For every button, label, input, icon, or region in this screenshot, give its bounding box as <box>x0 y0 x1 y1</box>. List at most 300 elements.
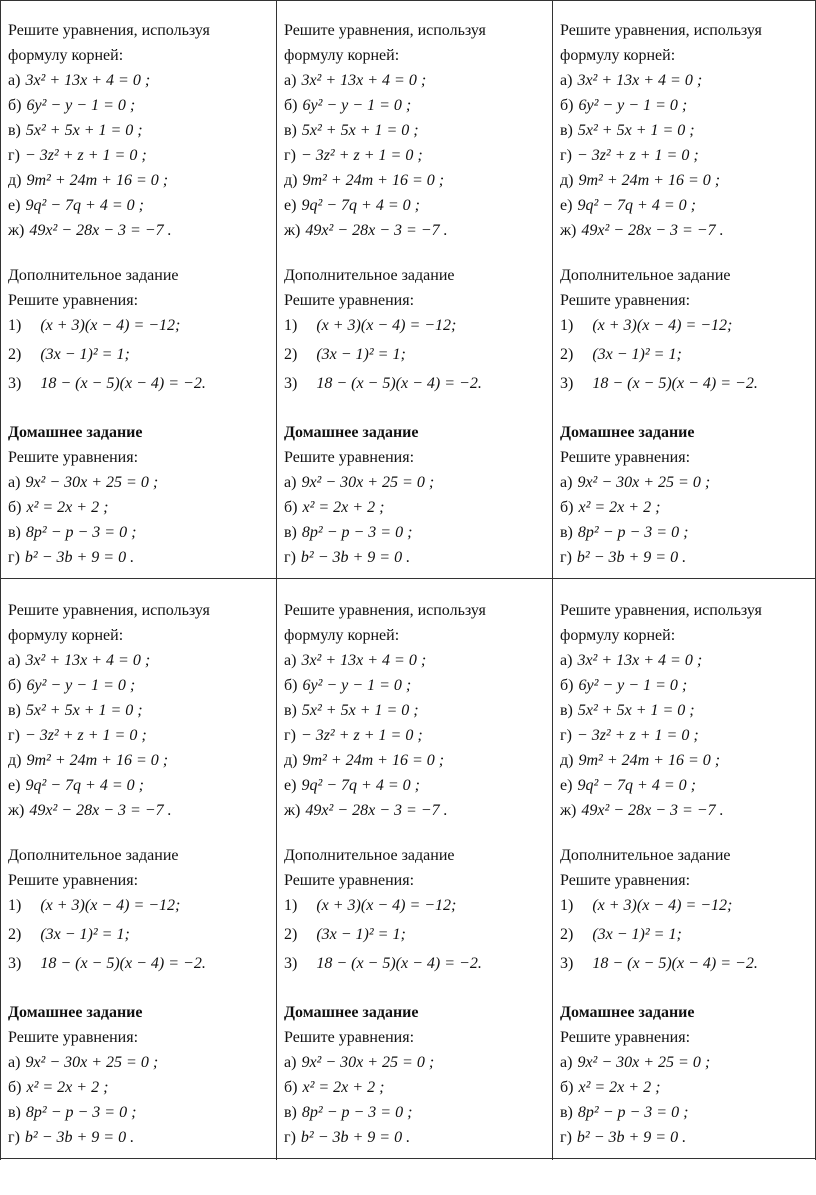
equation-text: 9x² − 30x + 25 = 0 ; <box>577 1054 711 1071</box>
equation-item <box>8 193 278 218</box>
equation-text: b² − 3b + 9 = 0 . <box>576 549 687 566</box>
homework-equation-item <box>284 1050 554 1075</box>
homework-equation-item <box>284 545 554 570</box>
extra-title: Дополнительное задание <box>8 847 179 864</box>
equation-label: 2) <box>560 926 574 943</box>
intro-text: формулу корней: <box>560 47 676 64</box>
intro-text: формулу корней: <box>8 47 124 64</box>
equation-label: в) <box>560 122 573 139</box>
extra-equation-item <box>284 893 554 922</box>
homework-equation-item <box>560 495 816 520</box>
grid-line-top <box>0 0 816 1</box>
equation-text: 49x² − 28x − 3 = −7 . <box>581 222 724 239</box>
spacer <box>8 823 278 843</box>
homework-subtitle: Решите уравнения: <box>8 1029 139 1046</box>
equation-text: (3x − 1)² = 1; <box>40 926 130 943</box>
equation-label: г) <box>8 147 20 164</box>
equation-text: b² − 3b + 9 = 0 . <box>300 549 411 566</box>
equation-label: а) <box>560 652 573 669</box>
equation-text: − 3z² + z + 1 = 0 ; <box>24 727 147 744</box>
homework-equation-item <box>8 545 278 570</box>
equation-text: 9x² − 30x + 25 = 0 ; <box>577 474 711 491</box>
equation-text: 3x² + 13x + 4 = 0 ; <box>25 652 151 669</box>
equation-text: 18 − (x − 5)(x − 4) = −2. <box>316 955 482 972</box>
equation-item <box>560 68 816 93</box>
equation-item <box>560 218 816 243</box>
homework-equation-item <box>560 545 816 570</box>
equation-text: 18 − (x − 5)(x − 4) = −2. <box>592 955 758 972</box>
equation-label: г) <box>284 147 296 164</box>
equation-text: 9q² − 7q + 4 = 0 ; <box>25 197 144 214</box>
spacer <box>560 980 816 1000</box>
equation-text: (3x − 1)² = 1; <box>592 926 682 943</box>
equation-text: 18 − (x − 5)(x − 4) = −2. <box>592 375 758 392</box>
homework-equation-item <box>560 1050 816 1075</box>
equation-item <box>8 773 278 798</box>
equation-label: е) <box>560 197 573 214</box>
equation-label: б) <box>560 97 574 114</box>
equation-label: б) <box>284 499 298 516</box>
equation-text: (x + 3)(x − 4) = −12; <box>592 897 733 914</box>
equation-item <box>560 773 816 798</box>
extra-equation-item <box>560 342 816 371</box>
equation-label: б) <box>8 499 22 516</box>
extra-equation-item <box>8 313 278 342</box>
equation-label: б) <box>8 677 22 694</box>
equation-label: в) <box>8 702 21 719</box>
equation-item <box>560 168 816 193</box>
equation-label: в) <box>560 524 573 541</box>
homework-equation-item <box>560 1075 816 1100</box>
equation-text: 8p² − p − 3 = 0 ; <box>301 524 413 541</box>
equation-label: 2) <box>560 346 574 363</box>
equation-text: b² − 3b + 9 = 0 . <box>576 1129 687 1146</box>
extra-equation-item <box>284 313 554 342</box>
equation-item <box>284 698 554 723</box>
intro-text: формулу корней: <box>284 47 400 64</box>
homework-equation-item <box>284 1125 554 1150</box>
extra-title: Дополнительное задание <box>8 267 179 284</box>
equation-label: г) <box>560 147 572 164</box>
equation-text: 49x² − 28x − 3 = −7 . <box>29 802 172 819</box>
equation-item <box>560 648 816 673</box>
equation-text: 6y² − y − 1 = 0 ; <box>578 677 688 694</box>
equation-label: г) <box>284 1129 296 1146</box>
equation-text: (x + 3)(x − 4) = −12; <box>40 317 181 334</box>
equation-label: а) <box>284 652 297 669</box>
equation-label: а) <box>560 474 573 491</box>
equation-label: 1) <box>8 317 22 334</box>
homework-subtitle: Решите уравнения: <box>8 449 139 466</box>
equation-text: 9x² − 30x + 25 = 0 ; <box>25 474 159 491</box>
equation-label: ж) <box>284 802 301 819</box>
equation-item <box>284 168 554 193</box>
equation-text: 5x² + 5x + 1 = 0 ; <box>577 702 695 719</box>
equation-label: б) <box>560 1079 574 1096</box>
equation-text: 9m² + 24m + 16 = 0 ; <box>578 172 721 189</box>
equation-label: 2) <box>284 926 298 943</box>
homework-title: Домашнее задание <box>8 1004 143 1021</box>
extra-equation-item <box>560 313 816 342</box>
equation-text: (3x − 1)² = 1; <box>592 346 682 363</box>
equation-text: (3x − 1)² = 1; <box>316 926 406 943</box>
equation-text: 6y² − y − 1 = 0 ; <box>302 677 412 694</box>
equation-text: 5x² + 5x + 1 = 0 ; <box>577 122 695 139</box>
extra-subtitle: Решите уравнения: <box>560 292 691 309</box>
equation-label: а) <box>8 1054 21 1071</box>
intro-text: формулу корней: <box>560 627 676 644</box>
equation-label: в) <box>560 702 573 719</box>
equation-item <box>8 648 278 673</box>
equation-label: 3) <box>8 375 22 392</box>
equation-text: 8p² − p − 3 = 0 ; <box>577 524 689 541</box>
equation-item <box>284 143 554 168</box>
equation-text: 3x² + 13x + 4 = 0 ; <box>577 72 703 89</box>
homework-subtitle: Решите уравнения: <box>284 1029 415 1046</box>
equation-item <box>284 648 554 673</box>
equation-text: 9q² − 7q + 4 = 0 ; <box>577 777 696 794</box>
equation-label: д) <box>560 172 574 189</box>
homework-equation-item <box>8 1075 278 1100</box>
equation-text: 9x² − 30x + 25 = 0 ; <box>25 1054 159 1071</box>
equation-label: в) <box>560 1104 573 1121</box>
equation-text: 6y² − y − 1 = 0 ; <box>26 97 136 114</box>
equation-text: 3x² + 13x + 4 = 0 ; <box>577 652 703 669</box>
homework-equation-item <box>284 1100 554 1125</box>
equation-text: 5x² + 5x + 1 = 0 ; <box>25 702 143 719</box>
spacer <box>8 980 278 1000</box>
homework-equation-item <box>8 520 278 545</box>
equation-label: ж) <box>560 222 577 239</box>
equation-text: 5x² + 5x + 1 = 0 ; <box>301 122 419 139</box>
equation-label: ж) <box>8 802 25 819</box>
homework-subtitle: Решите уравнения: <box>560 449 691 466</box>
extra-subtitle: Решите уравнения: <box>8 872 139 889</box>
equation-text: 9q² − 7q + 4 = 0 ; <box>577 197 696 214</box>
equation-text: 9m² + 24m + 16 = 0 ; <box>26 172 169 189</box>
grid-line-left <box>0 0 1 1160</box>
homework-equation-item <box>560 1100 816 1125</box>
homework-subtitle: Решите уравнения: <box>560 1029 691 1046</box>
extra-equation-item <box>284 922 554 951</box>
equation-text: 9x² − 30x + 25 = 0 ; <box>301 474 435 491</box>
equation-label: а) <box>284 72 297 89</box>
equation-item <box>284 93 554 118</box>
homework-equation-item <box>8 470 278 495</box>
equation-label: 1) <box>560 897 574 914</box>
equation-text: x² = 2x + 2 ; <box>578 499 661 516</box>
equation-text: x² = 2x + 2 ; <box>302 1079 385 1096</box>
homework-title: Домашнее задание <box>284 1004 419 1021</box>
extra-subtitle: Решите уравнения: <box>8 292 139 309</box>
extra-equation-item <box>560 922 816 951</box>
task-card <box>560 18 816 570</box>
equation-item <box>284 798 554 823</box>
equation-item <box>560 798 816 823</box>
equation-item <box>560 93 816 118</box>
equation-item <box>560 723 816 748</box>
homework-equation-item <box>560 1125 816 1150</box>
extra-equation-item <box>8 922 278 951</box>
spacer <box>8 400 278 420</box>
equation-label: а) <box>284 474 297 491</box>
equation-label: а) <box>284 1054 297 1071</box>
equation-label: 1) <box>284 897 298 914</box>
spacer <box>284 243 554 263</box>
equation-item <box>8 723 278 748</box>
equation-label: е) <box>284 777 297 794</box>
equation-item <box>8 748 278 773</box>
equation-item <box>284 773 554 798</box>
equation-label: д) <box>284 752 298 769</box>
equation-label: 3) <box>560 955 574 972</box>
extra-equation-item <box>560 371 816 400</box>
equation-text: 9m² + 24m + 16 = 0 ; <box>26 752 169 769</box>
equation-label: е) <box>560 777 573 794</box>
equation-text: 3x² + 13x + 4 = 0 ; <box>301 72 427 89</box>
equation-text: 3x² + 13x + 4 = 0 ; <box>25 72 151 89</box>
equation-text: 9q² − 7q + 4 = 0 ; <box>301 777 420 794</box>
equation-text: 49x² − 28x − 3 = −7 . <box>29 222 172 239</box>
equation-label: ж) <box>284 222 301 239</box>
equation-label: г) <box>284 549 296 566</box>
equation-label: а) <box>8 652 21 669</box>
intro-text: Решите уравнения, используя <box>560 22 762 39</box>
equation-label: 3) <box>284 375 298 392</box>
equation-text: (x + 3)(x − 4) = −12; <box>316 317 457 334</box>
equation-text: 9m² + 24m + 16 = 0 ; <box>302 172 445 189</box>
equation-item <box>284 723 554 748</box>
extra-equation-item <box>284 371 554 400</box>
equation-label: 1) <box>560 317 574 334</box>
equation-text: 8p² − p − 3 = 0 ; <box>25 524 137 541</box>
equation-item <box>8 798 278 823</box>
equation-text: 18 − (x − 5)(x − 4) = −2. <box>40 375 206 392</box>
equation-label: б) <box>8 1079 22 1096</box>
equation-item <box>8 218 278 243</box>
spacer <box>560 823 816 843</box>
intro-text: Решите уравнения, используя <box>8 22 210 39</box>
grid-line-bottom <box>0 1158 816 1159</box>
extra-equation-item <box>560 951 816 980</box>
extra-equation-item <box>284 951 554 980</box>
equation-label: а) <box>560 1054 573 1071</box>
equation-label: е) <box>8 197 21 214</box>
equation-text: 49x² − 28x − 3 = −7 . <box>305 222 448 239</box>
equation-label: 2) <box>284 346 298 363</box>
extra-equation-item <box>560 893 816 922</box>
equation-text: − 3z² + z + 1 = 0 ; <box>576 727 699 744</box>
homework-title: Домашнее задание <box>560 424 695 441</box>
spacer <box>560 243 816 263</box>
equation-item <box>8 698 278 723</box>
equation-label: 3) <box>284 955 298 972</box>
equation-label: б) <box>284 677 298 694</box>
extra-title: Дополнительное задание <box>284 847 455 864</box>
equation-label: в) <box>284 122 297 139</box>
homework-equation-item <box>8 1050 278 1075</box>
equation-label: е) <box>8 777 21 794</box>
equation-label: г) <box>8 727 20 744</box>
homework-equation-item <box>284 495 554 520</box>
extra-title: Дополнительное задание <box>560 847 731 864</box>
extra-title: Дополнительное задание <box>284 267 455 284</box>
equation-text: x² = 2x + 2 ; <box>26 1079 109 1096</box>
equation-text: 49x² − 28x − 3 = −7 . <box>581 802 724 819</box>
equation-text: 8p² − p − 3 = 0 ; <box>577 1104 689 1121</box>
equation-text: (3x − 1)² = 1; <box>40 346 130 363</box>
extra-equation-item <box>8 893 278 922</box>
task-card <box>284 18 554 570</box>
equation-item <box>8 118 278 143</box>
equation-text: − 3z² + z + 1 = 0 ; <box>300 727 423 744</box>
equation-item <box>560 748 816 773</box>
extra-equation-item <box>8 342 278 371</box>
equation-item <box>560 673 816 698</box>
task-card <box>8 598 278 1150</box>
task-card <box>284 598 554 1150</box>
equation-label: в) <box>284 524 297 541</box>
equation-text: 49x² − 28x − 3 = −7 . <box>305 802 448 819</box>
equation-item <box>284 673 554 698</box>
equation-text: − 3z² + z + 1 = 0 ; <box>576 147 699 164</box>
intro-text: Решите уравнения, используя <box>8 602 210 619</box>
extra-title: Дополнительное задание <box>560 267 731 284</box>
equation-label: г) <box>8 549 20 566</box>
intro-text: Решите уравнения, используя <box>560 602 762 619</box>
equation-text: 9q² − 7q + 4 = 0 ; <box>25 777 144 794</box>
equation-text: 9q² − 7q + 4 = 0 ; <box>301 197 420 214</box>
spacer <box>560 400 816 420</box>
homework-equation-item <box>8 495 278 520</box>
equation-text: − 3z² + z + 1 = 0 ; <box>300 147 423 164</box>
equation-text: 6y² − y − 1 = 0 ; <box>26 677 136 694</box>
equation-label: а) <box>560 72 573 89</box>
equation-text: 8p² − p − 3 = 0 ; <box>301 1104 413 1121</box>
spacer <box>8 243 278 263</box>
equation-text: b² − 3b + 9 = 0 . <box>300 1129 411 1146</box>
equation-text: (x + 3)(x − 4) = −12; <box>40 897 181 914</box>
homework-title: Домашнее задание <box>560 1004 695 1021</box>
equation-label: б) <box>284 97 298 114</box>
homework-equation-item <box>560 520 816 545</box>
equation-label: д) <box>284 172 298 189</box>
extra-subtitle: Решите уравнения: <box>284 292 415 309</box>
equation-text: 18 − (x − 5)(x − 4) = −2. <box>40 955 206 972</box>
equation-item <box>560 143 816 168</box>
equation-label: 2) <box>8 346 22 363</box>
equation-label: д) <box>8 172 22 189</box>
equation-text: 9m² + 24m + 16 = 0 ; <box>302 752 445 769</box>
equation-label: ж) <box>8 222 25 239</box>
equation-item <box>284 68 554 93</box>
equation-label: г) <box>8 1129 20 1146</box>
intro-text: формулу корней: <box>284 627 400 644</box>
equation-label: д) <box>560 752 574 769</box>
equation-item <box>284 748 554 773</box>
equation-text: 8p² − p − 3 = 0 ; <box>25 1104 137 1121</box>
task-card <box>8 18 278 570</box>
equation-label: б) <box>8 97 22 114</box>
equation-text: − 3z² + z + 1 = 0 ; <box>24 147 147 164</box>
equation-label: 2) <box>8 926 22 943</box>
equation-item <box>560 118 816 143</box>
equation-text: b² − 3b + 9 = 0 . <box>24 1129 135 1146</box>
equation-item <box>8 93 278 118</box>
equation-item <box>560 193 816 218</box>
equation-label: г) <box>560 727 572 744</box>
equation-item <box>8 143 278 168</box>
equation-item <box>560 698 816 723</box>
equation-label: б) <box>560 499 574 516</box>
equation-label: г) <box>284 727 296 744</box>
equation-item <box>8 68 278 93</box>
equation-label: д) <box>8 752 22 769</box>
spacer <box>284 823 554 843</box>
equation-text: (3x − 1)² = 1; <box>316 346 406 363</box>
equation-text: (x + 3)(x − 4) = −12; <box>592 317 733 334</box>
homework-equation-item <box>284 470 554 495</box>
task-card <box>560 598 816 1150</box>
equation-label: 1) <box>8 897 22 914</box>
equation-text: 9x² − 30x + 25 = 0 ; <box>301 1054 435 1071</box>
homework-equation-item <box>8 1100 278 1125</box>
homework-subtitle: Решите уравнения: <box>284 449 415 466</box>
intro-text: Решите уравнения, используя <box>284 602 486 619</box>
equation-label: 3) <box>560 375 574 392</box>
equation-text: 6y² − y − 1 = 0 ; <box>578 97 688 114</box>
homework-title: Домашнее задание <box>8 424 143 441</box>
grid-line-middle <box>0 578 816 579</box>
homework-equation-item <box>560 470 816 495</box>
equation-label: 3) <box>8 955 22 972</box>
equation-text: 5x² + 5x + 1 = 0 ; <box>301 702 419 719</box>
equation-label: в) <box>8 122 21 139</box>
equation-text: 3x² + 13x + 4 = 0 ; <box>301 652 427 669</box>
equation-item <box>8 673 278 698</box>
equation-label: 1) <box>284 317 298 334</box>
equation-item <box>284 193 554 218</box>
equation-label: ж) <box>560 802 577 819</box>
equation-label: г) <box>560 549 572 566</box>
equation-text: 6y² − y − 1 = 0 ; <box>302 97 412 114</box>
equation-text: x² = 2x + 2 ; <box>578 1079 661 1096</box>
equation-item <box>284 218 554 243</box>
homework-title: Домашнее задание <box>284 424 419 441</box>
spacer <box>284 400 554 420</box>
equation-item <box>284 118 554 143</box>
equation-label: а) <box>8 72 21 89</box>
extra-subtitle: Решите уравнения: <box>284 872 415 889</box>
equation-text: b² − 3b + 9 = 0 . <box>24 549 135 566</box>
equation-label: в) <box>8 1104 21 1121</box>
equation-item <box>8 168 278 193</box>
intro-text: формулу корней: <box>8 627 124 644</box>
equation-label: а) <box>8 474 21 491</box>
equation-label: б) <box>560 677 574 694</box>
extra-equation-item <box>284 342 554 371</box>
equation-text: x² = 2x + 2 ; <box>302 499 385 516</box>
spacer <box>284 980 554 1000</box>
extra-equation-item <box>8 371 278 400</box>
homework-equation-item <box>284 1075 554 1100</box>
equation-text: x² = 2x + 2 ; <box>26 499 109 516</box>
extra-subtitle: Решите уравнения: <box>560 872 691 889</box>
equation-label: б) <box>284 1079 298 1096</box>
homework-equation-item <box>8 1125 278 1150</box>
equation-label: г) <box>560 1129 572 1146</box>
equation-text: 18 − (x − 5)(x − 4) = −2. <box>316 375 482 392</box>
